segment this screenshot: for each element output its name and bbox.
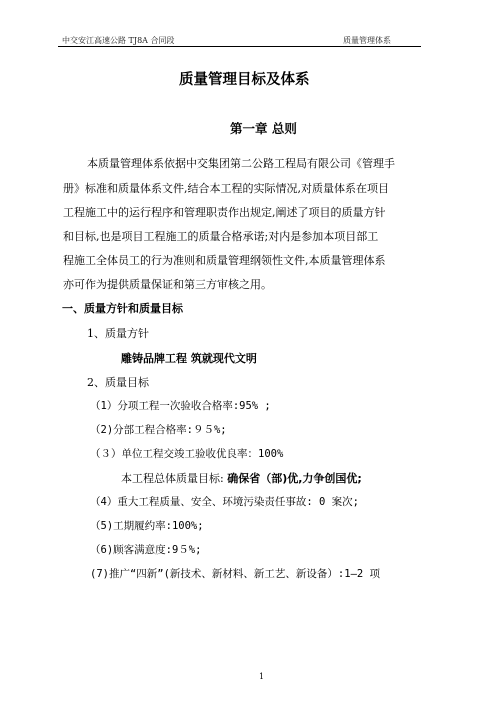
header-rule xyxy=(58,46,421,47)
page-title: 质量管理目标及体系 xyxy=(179,72,310,88)
header-right: 质量管理体系 xyxy=(343,36,391,45)
intro-line-4: 和目标,也是项目工程施工的质量合格承诺;对内是参加本项目部工 xyxy=(63,230,379,243)
goal-5: （5)工期履约率:100%; xyxy=(90,520,204,532)
section-heading: 一、质量方针和质量目标 xyxy=(62,302,183,315)
intro-line-3: 工程施工中的运行程序和管理职责作出规定,阐述了项目的质量方针 xyxy=(63,206,386,219)
goal-4: （4）重大工程质量、安全、环境污染责任事故: 0 案次; xyxy=(90,496,359,508)
goal-3: （３）单位工程交竣工验收优良率：100% xyxy=(90,448,284,460)
intro-line-2: 册》标准和质量体系文件,结合本工程的实际情况,对质量体系在项目 xyxy=(63,182,389,195)
item-label-policy: 1、质量方针 xyxy=(87,327,149,340)
goal-1: （1）分项工程一次验收合格率:95% ; xyxy=(90,400,271,412)
page-number: 1 xyxy=(259,672,265,681)
header-left: 中交安江高速公路 TJ8A 合同段 xyxy=(62,36,175,45)
overall-goal-prefix: 本工程总体质量目标: xyxy=(121,472,228,485)
chapter-heading: 第一章 总则 xyxy=(230,121,297,136)
overall-goal xyxy=(121,470,362,486)
quality-policy: 雕铸品牌工程 筑就现代文明 xyxy=(121,352,257,365)
goal-7: (7)推广“四新”(新技术、新材料、新工艺、新设备）:1—2 项 xyxy=(90,568,381,580)
intro-line-5: 程施工全体员工的行为准则和质量管理纲领性文件,本质量管理体系 xyxy=(63,254,386,267)
goal-6: （6)顾客满意度:9５%; xyxy=(90,544,202,556)
overall-goal-value: 确保省（部)优,力争创国优; xyxy=(227,472,362,485)
item-label-goals: 2、质量目标 xyxy=(87,376,149,389)
intro-line-6: 亦可作为提供质量保证和第三方审核之用。 xyxy=(63,278,272,291)
goal-2: （2)分部工程合格率:９５%; xyxy=(90,424,227,436)
intro-line-1: 本质量管理体系依据中交集团第二公路工程局有限公司《管理手 xyxy=(87,157,395,170)
